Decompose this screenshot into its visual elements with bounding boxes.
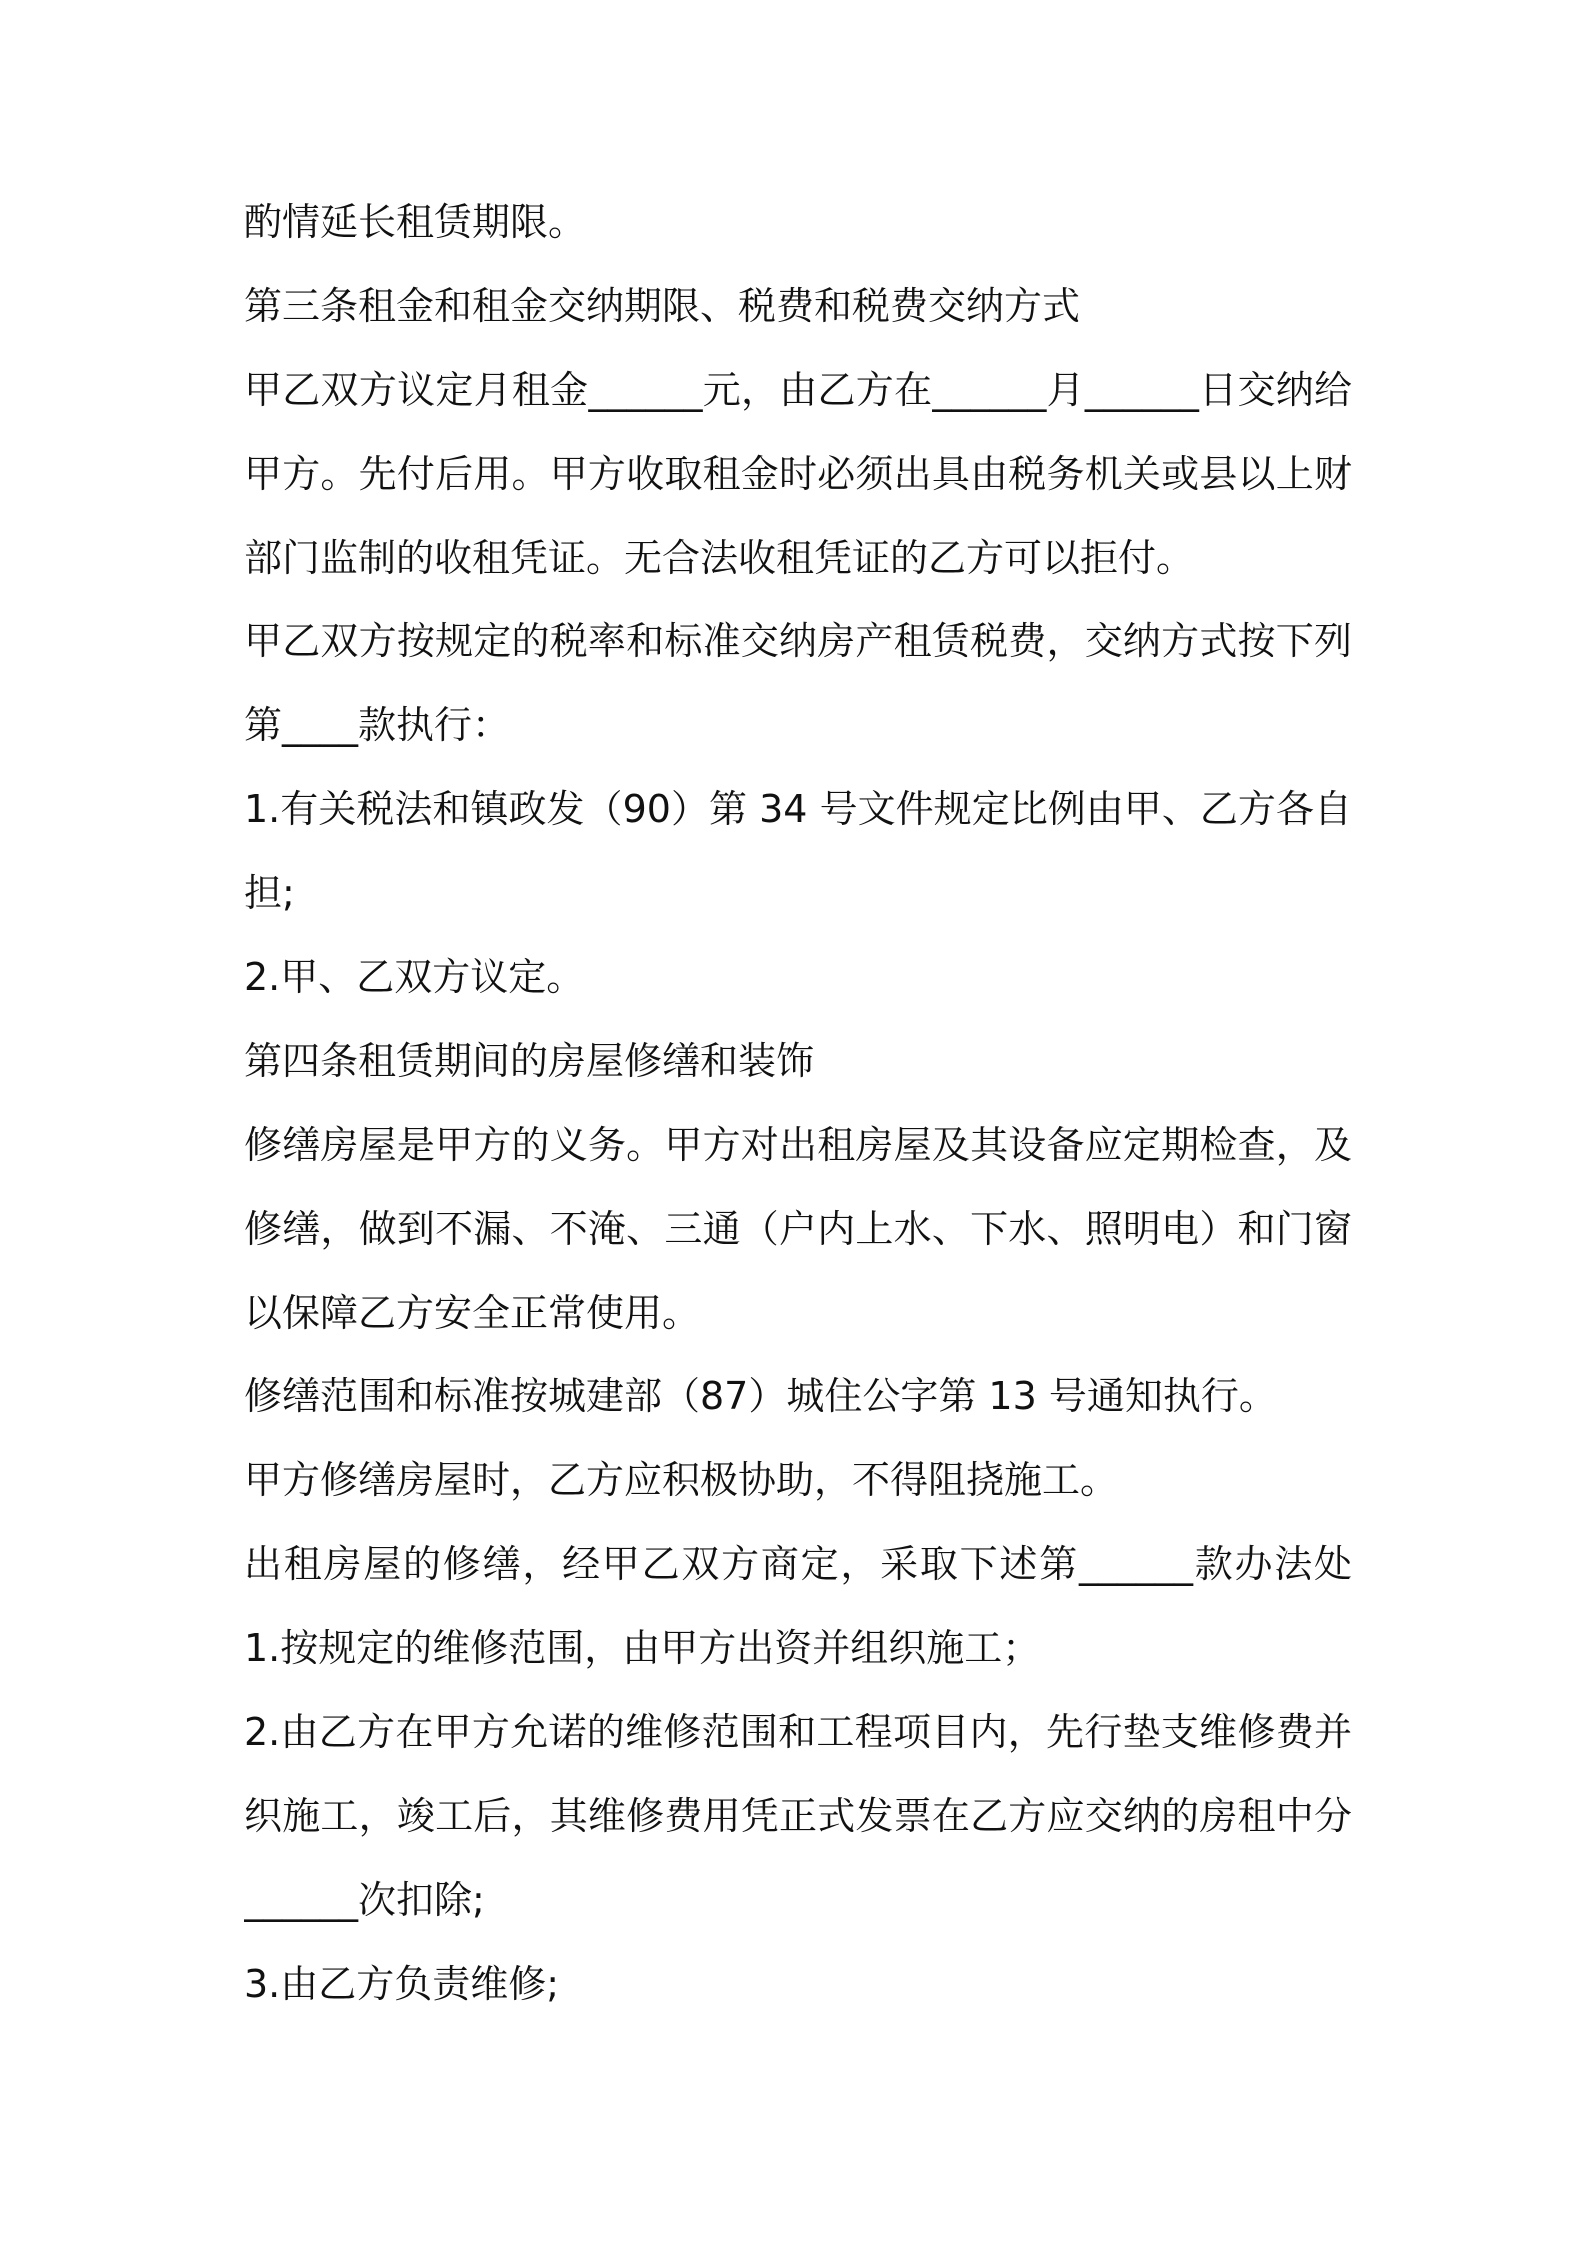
section-heading-article-4: 第四条租赁期间的房屋修缮和装饰 — [244, 1038, 815, 1083]
list-item: 2.由乙方在甲方允诺的维修范围和工程项目内，先行垫支维修费并 — [244, 1710, 1352, 1755]
text-line: 酌情延长租赁期限。 — [244, 200, 587, 244]
text-line: ______次扣除; — [244, 1877, 485, 1922]
text-line: 第____款执行： — [244, 703, 511, 748]
text-line: 织施工，竣工后，其维修费用凭正式发票在乙方应交纳的房租中分 — [244, 1793, 1352, 1838]
text-line: 甲方。先付后用。甲方收取租金时必须出具由税务机关或县以上财 — [244, 451, 1352, 496]
list-item: 3.由乙方负责维修; — [244, 1961, 560, 2006]
text-line: 修缮房屋是甲方的义务。甲方对出租房屋及其设备应定期检查，及 — [244, 1122, 1352, 1167]
text-line: 出租房屋的修缮，经甲乙双方商定，采取下述第______款办法处 — [244, 1542, 1352, 1587]
text-line: 甲乙双方议定月租金______元，由乙方在______月______日交纳给 — [244, 367, 1352, 412]
text-line: 修缮范围和标准按城建部（87）城住公字第 13 号通知执行。 — [244, 1374, 1277, 1419]
document-body — [244, 181, 1352, 2027]
text-line: 部门监制的收租凭证。无合法收租凭证的乙方可以拒付。 — [244, 535, 1195, 580]
list-item: 2.甲、乙双方议定。 — [244, 955, 585, 1000]
text-line: 甲乙双方按规定的税率和标准交纳房产租赁税费，交纳方式按下列 — [244, 619, 1352, 664]
text-line: 以保障乙方安全正常使用。 — [244, 1290, 701, 1335]
list-item: 1.有关税法和镇政发（90）第 34 号文件规定比例由甲、乙方各自 — [244, 787, 1352, 832]
text-line: 修缮，做到不漏、不淹、三通（户内上水、下水、照明电）和门窗 — [244, 1206, 1352, 1251]
text-line: 甲方修缮房屋时，乙方应积极协助，不得阻挠施工。 — [244, 1458, 1119, 1503]
section-heading-article-3: 第三条租金和租金交纳期限、税费和税费交纳方式 — [244, 283, 1081, 328]
list-item: 1.按规定的维修范围，由甲方出资并组织施工； — [244, 1626, 1041, 1671]
text-line: 担; — [244, 871, 295, 916]
